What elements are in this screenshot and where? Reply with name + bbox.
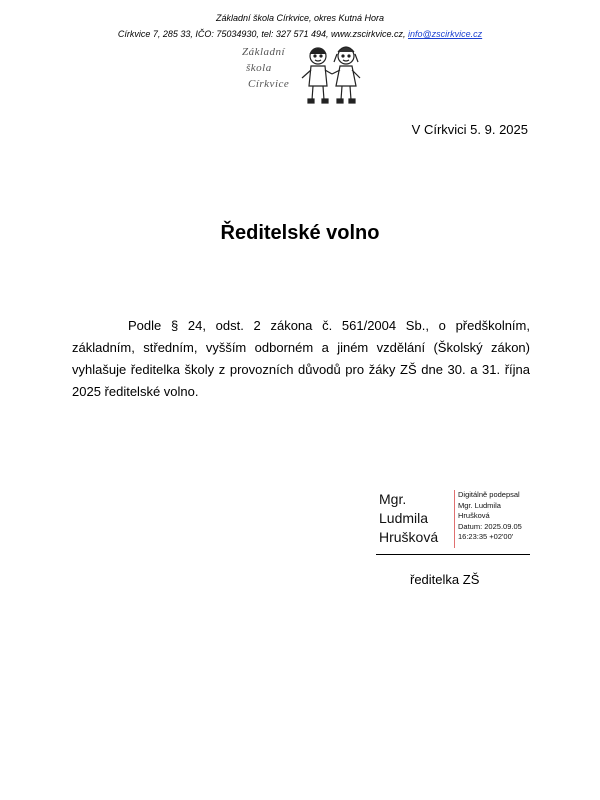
digital-signature [376,488,536,554]
signature-details [458,490,522,543]
signature-name-line: Hrušková [379,529,439,545]
signature-detail-line: Mgr. Ludmila [458,500,501,510]
school-name: Základní škola Církvice, okres Kutná Hora [215,13,385,23]
signature-detail-line: Datum: 2025.09.05 [458,521,522,531]
signature-detail-line: Digitálně podepsal [458,490,520,499]
place-date: V Církvici 5. 9. 2025 [411,122,528,137]
signature-line [376,554,530,555]
logo-text-line: Církvice [248,78,290,90]
children-drawing-icon [298,44,368,106]
signature-name-line: Ludmila [379,510,429,526]
document-title: Ředitelské volno [220,222,380,244]
signatory-role: ředitelka ZŠ [410,572,480,587]
document-body: Podle § 24, odst. 2 zákona č. 561/2004 Sb., o předškolním, základním, středním, vyšším odborném a jiném vzdělání (Školský zákon) vyhlašuje ředitelka školy z provozních důvodů pro žáky ZŠ dne 30. a 31. října 2025 ředitelské volno. [72,318,530,399]
signature-detail-line: Hrušková [458,511,490,520]
logo-text-line: Základní [242,46,286,58]
email-link[interactable]: info@zscirkvice.cz [408,29,483,39]
contact-text: Církvice 7, 285 33, IČO: 75034930, tel: 327 571 494, www.zscirkvice.cz, [117,29,408,39]
signature-detail-line: 16:23:35 +02'00' [458,532,514,541]
logo-text [234,44,298,92]
signature-name-line: Mgr. [379,491,407,507]
letterhead [0,10,600,42]
signature-divider [454,490,455,548]
logo-text-line: škola [246,62,272,74]
contact-line [0,26,600,42]
school-logo [234,44,374,106]
signature-name [379,490,438,547]
